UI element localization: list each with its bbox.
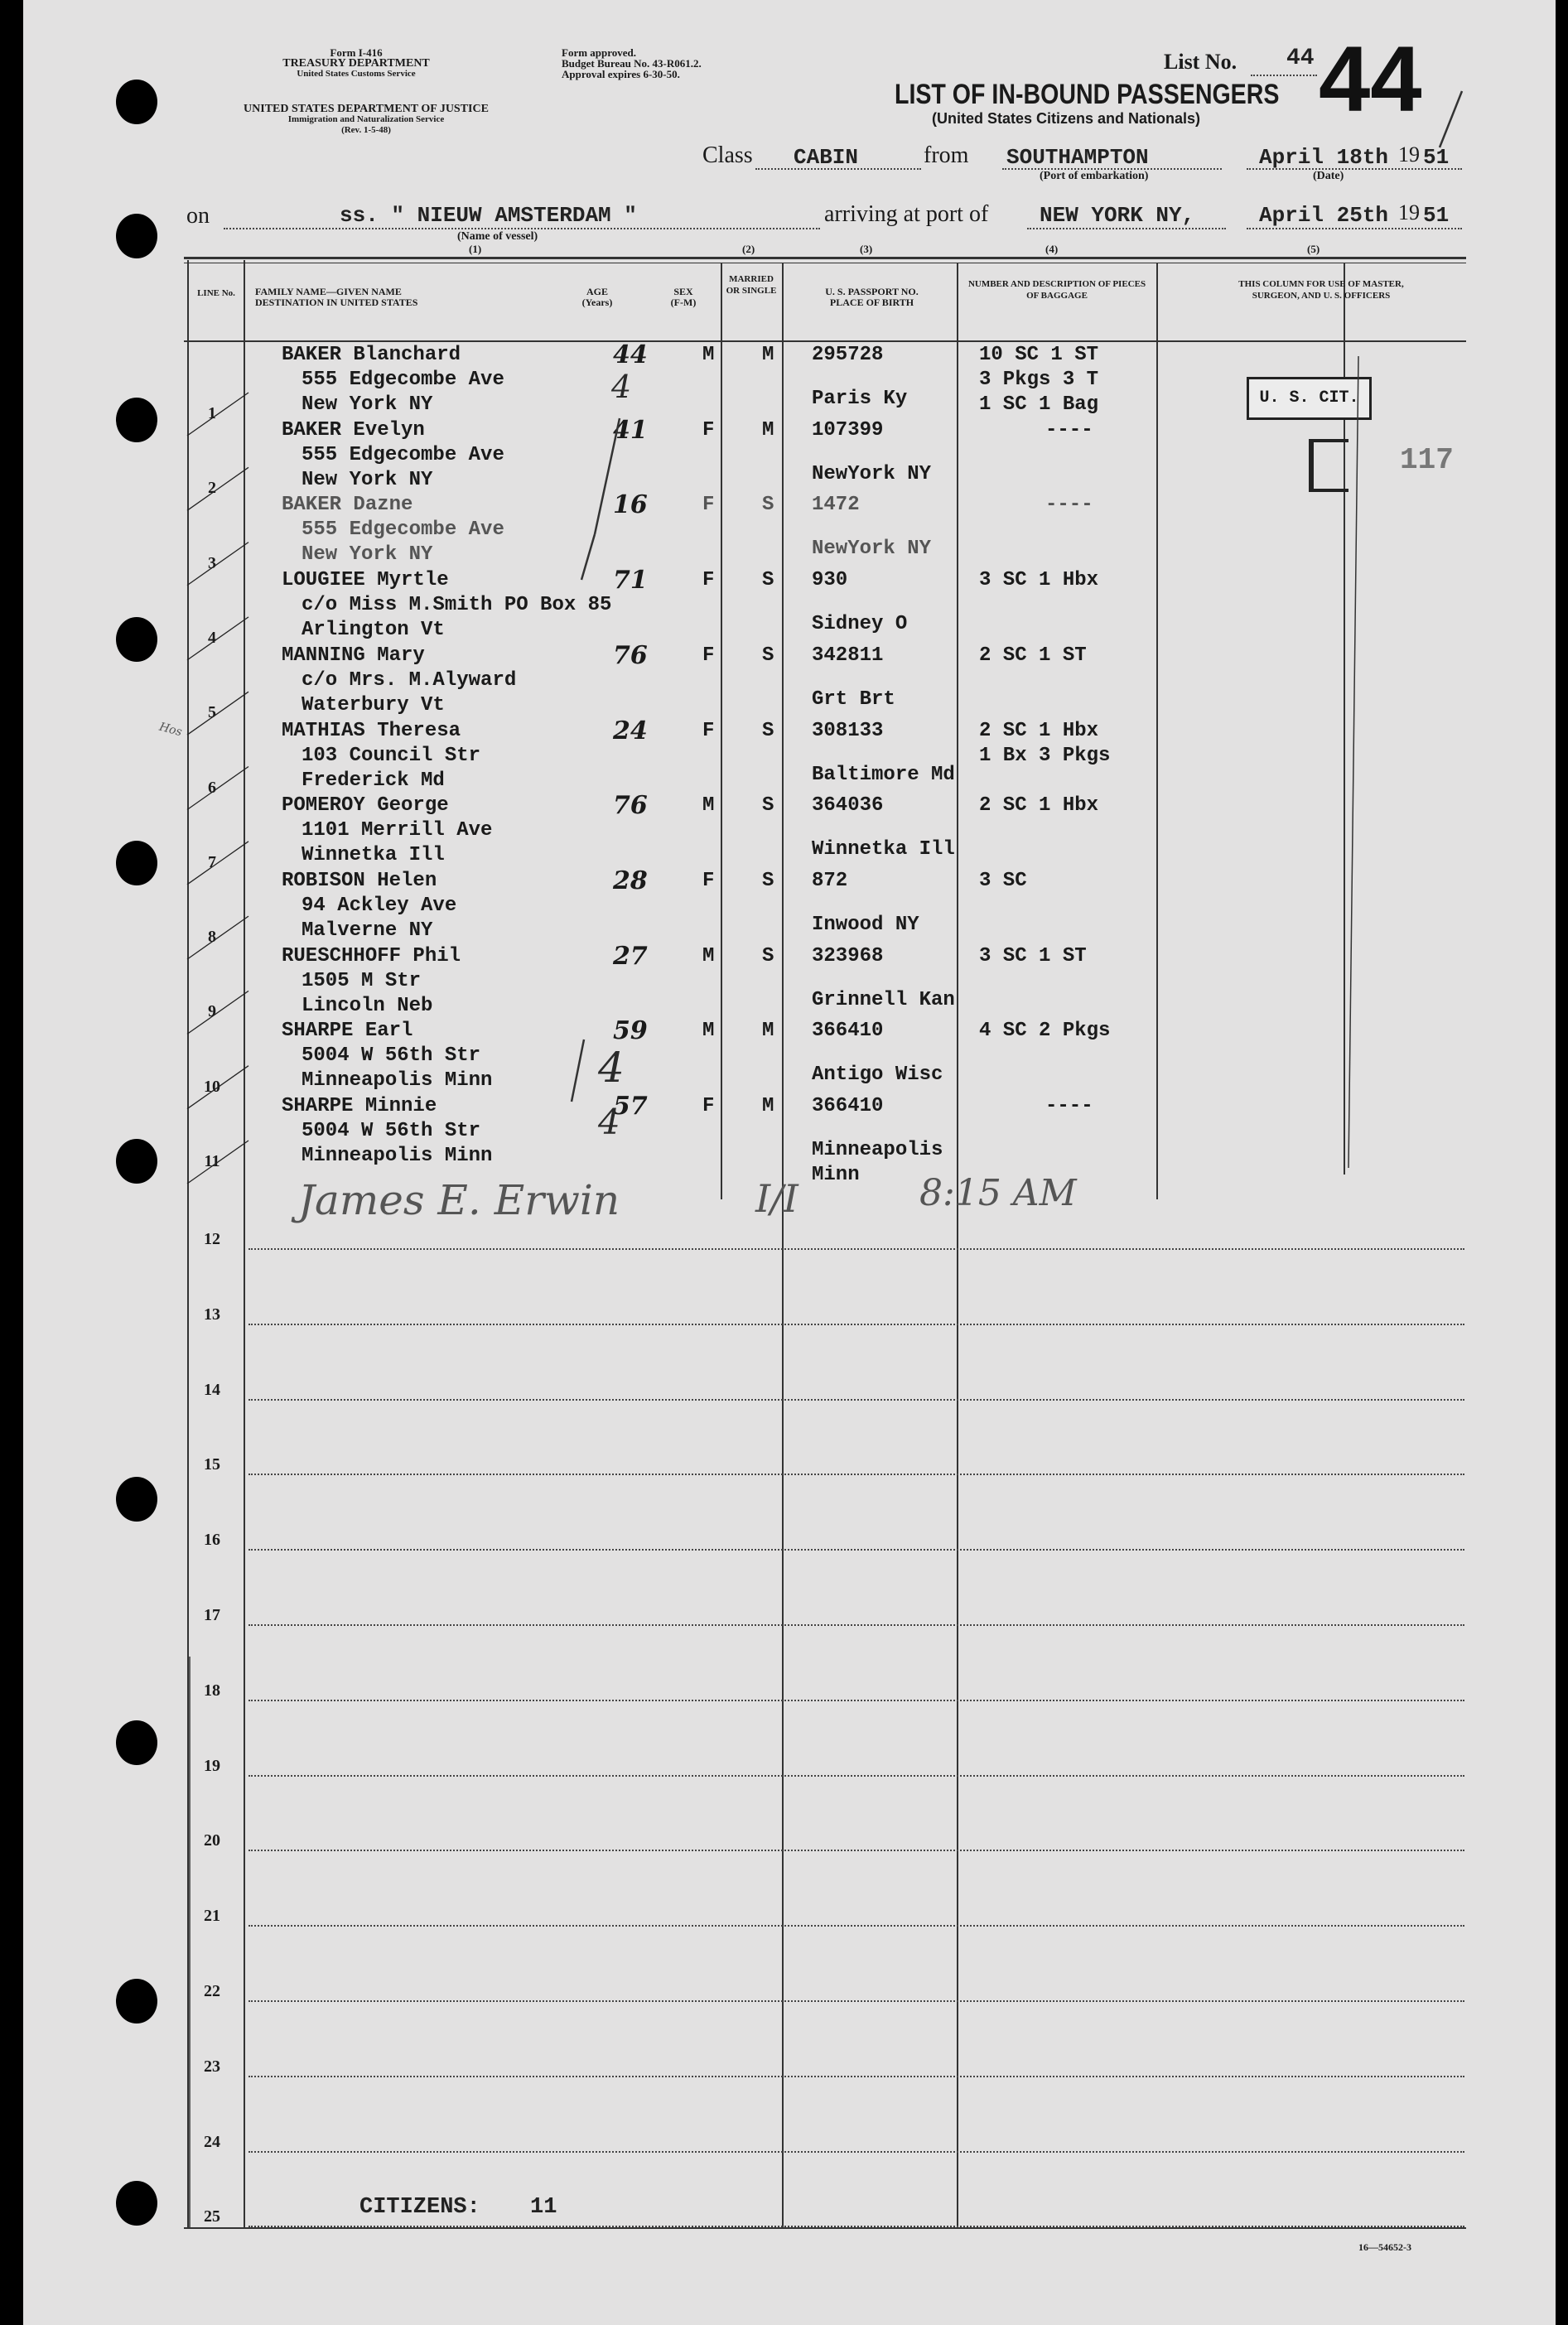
line-check-slash — [187, 767, 248, 810]
class-label: Class — [702, 142, 753, 168]
passenger-sex: F — [702, 869, 715, 892]
handwritten-4-c: 4 — [598, 1102, 620, 1142]
passenger-baggage: 4 SC 2 Pkgs — [979, 1020, 1111, 1043]
passenger-sex: F — [702, 1095, 715, 1117]
list-no-label: List No. — [1164, 50, 1238, 74]
column-number-3: (3) — [860, 243, 873, 255]
passenger-city: New York NY — [302, 393, 433, 416]
passenger-birthplace: NewYork NY — [812, 462, 932, 485]
line-number: 7 — [208, 852, 216, 871]
header-name-title: FAMILY NAME—GIVEN NAME — [255, 286, 402, 297]
print-code: 16—54652-3 — [1358, 2241, 1411, 2253]
line-check-slash — [187, 393, 248, 436]
passenger-baggage: 3 SC — [979, 869, 1027, 892]
passenger-birthplace: Sidney O — [812, 613, 908, 636]
header-passport-title: U. S. PASSPORT NO. — [825, 286, 919, 297]
handwritten-4-a: 4 — [611, 369, 632, 405]
arrival-date: April 25th — [1259, 203, 1389, 228]
header-name-sub: DESTINATION IN UNITED STATES — [255, 297, 418, 308]
passenger-sex: M — [702, 944, 715, 967]
passenger-name: ROBISON Helen — [282, 869, 437, 892]
passenger-baggage: ---- — [1045, 494, 1093, 517]
on-label: on — [186, 203, 210, 229]
passenger-address: 5004 W 56th Str — [302, 1044, 481, 1068]
passenger-city: Waterbury Vt — [302, 693, 445, 716]
ii-note: I/I — [755, 1176, 798, 1221]
class-value: CABIN — [794, 145, 859, 170]
passenger-address: 5004 W 56th Str — [302, 1120, 481, 1142]
passenger-sex: M — [702, 344, 715, 366]
line-check-slash — [187, 1141, 248, 1184]
line-check-slash — [187, 543, 248, 586]
officer-number: 117 — [1400, 443, 1454, 477]
passenger-baggage: 2 SC 1 Hbx — [979, 719, 1099, 742]
dept-sub: United States Customs Service — [297, 69, 416, 79]
passenger-passport: 366410 — [812, 1095, 884, 1117]
arrival-century: 19 — [1398, 200, 1420, 224]
header-baggage: NUMBER AND DESCRIPTION OF PIECES OF BAGGAGE — [967, 279, 1146, 301]
passenger-address: c/o Mrs. M.Alyward — [302, 668, 517, 692]
column-number-5: (5) — [1307, 243, 1320, 255]
form-number: Form I-416 — [330, 46, 383, 59]
citizens-count: 11 — [530, 2195, 557, 2220]
passenger-address: 103 Council Str — [302, 744, 481, 767]
line-number: 17 — [204, 1606, 220, 1624]
line-number: 24 — [204, 2132, 220, 2151]
line-slash-group — [187, 393, 248, 1184]
passenger-age: 27 — [613, 941, 648, 971]
column-number-1: (1) — [469, 243, 482, 255]
line-number: 5 — [208, 703, 216, 722]
handwritten-4-b: 4 — [598, 1044, 625, 1092]
departure-year: 51 — [1423, 145, 1450, 170]
passenger-passport: 342811 — [812, 644, 884, 667]
passenger-birthplace: Grinnell Kan — [812, 988, 955, 1011]
line-check-slash — [187, 692, 248, 735]
passenger-sex: M — [702, 794, 715, 818]
passenger-city: New York NY — [302, 543, 433, 567]
passenger-address: 555 Edgecombe Ave — [302, 369, 504, 391]
passenger-marital: S — [762, 869, 774, 892]
list-no-stamp: 44 — [1319, 27, 1422, 131]
time-note: 8:15 AM — [919, 1172, 1077, 1214]
budget-text: Budget Bureau No. 43-R061.2. — [562, 57, 702, 70]
pen-stroke-list — [1440, 91, 1462, 147]
line-number: 23 — [204, 2057, 220, 2076]
passenger-city: Minneapolis Minn — [302, 1145, 493, 1167]
passenger-name: RUESCHHOFF Phil — [282, 944, 461, 967]
passenger-marital: S — [762, 569, 774, 592]
departure-date: April 18th — [1259, 145, 1389, 170]
line-number: 3 — [208, 553, 216, 572]
passenger-address: c/o Miss M.Smith PO Box 85 — [302, 594, 612, 617]
form-title: LIST OF IN-BOUND PASSENGERS — [895, 79, 1280, 110]
justice-name: UNITED STATES DEPARTMENT OF JUSTICE — [244, 103, 489, 115]
line-check-slash — [187, 467, 248, 510]
passenger-age: 59 — [613, 1016, 648, 1046]
line-number: 10 — [204, 1077, 220, 1096]
line-number: 20 — [204, 1831, 220, 1850]
rev-date: (Rev. 1-5-48) — [341, 125, 391, 135]
passenger-city: Arlington Vt — [302, 619, 445, 642]
vessel-name: ss. " NIEUW AMSTERDAM " — [340, 203, 637, 228]
header-line-no: LINE No. — [197, 288, 235, 298]
ins-name: Immigration and Naturalization Service — [287, 114, 445, 124]
passenger-city: Lincoln Neb — [302, 994, 433, 1017]
line-number: 25 — [204, 2207, 220, 2226]
pen-stroke-officer-col — [1348, 356, 1358, 1168]
passenger-name: LOUGIEE Myrtle — [282, 569, 449, 592]
passenger-baggage: ---- — [1045, 418, 1093, 441]
from-caption: (Port of embarkation) — [1040, 170, 1149, 182]
passenger-name: BAKER Dazne — [282, 494, 413, 517]
passenger-address: 555 Edgecombe Ave — [302, 519, 504, 542]
passenger-baggage: 2 SC 1 ST — [979, 644, 1087, 667]
line-number: 21 — [204, 1907, 220, 1926]
passenger-name: MATHIAS Theresa — [282, 719, 461, 742]
passenger-birthplace: Baltimore Md — [812, 763, 955, 786]
passenger-city: Winnetka Ill — [302, 844, 445, 867]
citizens-label: CITIZENS: — [359, 2195, 480, 2220]
approved-text: Form approved. — [562, 46, 637, 59]
margin-note: Hos — [157, 720, 184, 740]
passenger-age: 57 — [613, 1092, 648, 1121]
line-number: 15 — [204, 1455, 220, 1474]
passenger-age: 16 — [613, 490, 648, 520]
line-check-slash — [187, 1066, 248, 1109]
passenger-address: 1101 Merrill Ave — [302, 819, 493, 842]
form-subtitle: (United States Citizens and Nationals) — [932, 110, 1201, 127]
passenger-city: New York NY — [302, 468, 433, 491]
passenger-age: 41 — [613, 415, 648, 445]
vessel-caption: (Name of vessel) — [457, 230, 538, 243]
inspector-signature: James E. Erwin — [298, 1176, 620, 1224]
passenger-name: SHARPE Earl — [282, 1020, 413, 1043]
arrival-year: 51 — [1423, 203, 1450, 228]
passenger-baggage: 2 SC 1 Hbx — [979, 794, 1099, 818]
passenger-marital: S — [762, 644, 774, 667]
line-number: 18 — [204, 1681, 220, 1700]
line-number: 13 — [204, 1305, 220, 1324]
passenger-baggage-2: 1 Bx 3 Pkgs — [979, 744, 1111, 767]
passenger-age: 76 — [613, 640, 648, 670]
expires-text: Approval expires 6-30-50. — [562, 68, 680, 80]
passenger-name: MANNING Mary — [282, 644, 425, 667]
passenger-address: 555 Edgecombe Ave — [302, 443, 504, 466]
passenger-marital: S — [762, 719, 774, 742]
list-no-typed: 44 — [1286, 46, 1315, 71]
line-number: 4 — [208, 628, 216, 647]
passenger-birthplace: NewYork NY — [812, 538, 932, 561]
line-number: 12 — [204, 1230, 220, 1248]
line-number: 6 — [208, 778, 216, 797]
header-passport-sub: PLACE OF BIRTH — [829, 297, 914, 308]
passenger-birthplace: Grt Brt — [812, 687, 895, 711]
passenger-birthplace: Paris Ky — [812, 388, 908, 410]
passenger-birthplace: Inwood NY — [812, 913, 919, 936]
line-check-slash — [187, 991, 248, 1034]
passenger-age: 71 — [613, 566, 648, 596]
passenger-marital: S — [762, 794, 774, 818]
passenger-marital: M — [762, 418, 774, 441]
from-value: SOUTHAMPTON — [1006, 145, 1149, 170]
dept-name: TREASURY DEPARTMENT — [282, 57, 430, 70]
pen-stroke-age-1 — [595, 418, 620, 534]
passenger-passport: 295728 — [812, 344, 884, 366]
passenger-sex: M — [702, 1020, 715, 1043]
passenger-passport: 323968 — [812, 944, 884, 967]
passenger-name: BAKER Evelyn — [282, 418, 425, 441]
line-check-slash — [187, 842, 248, 885]
line-number: 9 — [208, 1002, 216, 1021]
passenger-baggage: 3 SC 1 Hbx — [979, 569, 1099, 592]
passenger-marital: S — [762, 494, 774, 517]
line-number: 14 — [204, 1380, 220, 1399]
passenger-sex: F — [702, 418, 715, 441]
pen-stroke-age-3 — [572, 1039, 584, 1102]
line-number: 1 — [208, 404, 216, 422]
passenger-birthplace: Antigo Wisc — [812, 1064, 943, 1087]
line-number: 2 — [208, 479, 216, 498]
passenger-marital: M — [762, 1020, 774, 1043]
passenger-baggage: ---- — [1045, 1095, 1093, 1117]
passenger-birthplace: Minneapolis Minn — [812, 1139, 943, 1186]
passenger-passport: 107399 — [812, 418, 884, 441]
passenger-age: 76 — [613, 791, 648, 821]
passenger-marital: S — [762, 944, 774, 967]
from-label: from — [924, 142, 969, 168]
passenger-baggage-2: 3 Pkgs 3 T — [979, 369, 1099, 391]
passenger-city: Minneapolis Minn — [302, 1069, 493, 1093]
passenger-city: Malverne NY — [302, 919, 433, 942]
passenger-age: 24 — [613, 716, 648, 745]
passenger-city: Frederick Md — [302, 769, 445, 792]
line-check-slash — [187, 916, 248, 959]
passenger-sex: F — [702, 644, 715, 667]
line-number: 8 — [208, 928, 216, 947]
passenger-marital: M — [762, 1095, 774, 1117]
header-married: MARRIED OR SINGLE — [726, 274, 777, 296]
passenger-baggage: 10 SC 1 ST — [979, 344, 1099, 366]
passenger-sex: F — [702, 494, 715, 517]
passenger-passport: 364036 — [812, 794, 884, 818]
passenger-sex: F — [702, 569, 715, 592]
passenger-birthplace: Winnetka Ill — [812, 838, 955, 861]
arrival-port: NEW YORK NY, — [1040, 203, 1195, 228]
passenger-name: BAKER Blanchard — [282, 344, 461, 366]
arriving-label: arriving at port of — [824, 201, 989, 227]
passenger-address: 94 Ackley Ave — [302, 894, 457, 917]
line-number: 22 — [204, 1982, 220, 2000]
header-age-sub: (Years) — [581, 297, 613, 308]
column-number-4: (4) — [1045, 243, 1059, 255]
header-age-title: AGE — [586, 286, 608, 297]
passenger-address: 1505 M Str — [302, 969, 422, 992]
header-sex-title: SEX — [673, 286, 693, 297]
pen-stroke-age-2 — [581, 534, 595, 580]
header-sex-sub: (F-M) — [670, 297, 697, 308]
passenger-passport: 308133 — [812, 719, 884, 742]
passenger-passport: 930 — [812, 569, 848, 592]
us-cit-stamp: U. S. CIT. — [1247, 377, 1372, 420]
passenger-passport: 872 — [812, 869, 848, 892]
line-number: 16 — [204, 1531, 220, 1550]
passenger-age: 28 — [613, 866, 648, 895]
passenger-sex: F — [702, 719, 715, 742]
passenger-marital: M — [762, 344, 774, 366]
passenger-name: POMEROY George — [282, 794, 449, 818]
departure-century: 19 — [1398, 142, 1420, 166]
passenger-passport: 1472 — [812, 494, 860, 517]
line-number: 19 — [204, 1756, 220, 1775]
header-officers: THIS COLUMN FOR USE OF MASTER, SURGEON, AND U. S. OFFICERS — [1238, 279, 1404, 301]
passenger-age: 44 — [613, 340, 648, 369]
passenger-baggage: 3 SC 1 ST — [979, 944, 1087, 967]
column-number-2: (2) — [742, 243, 755, 255]
line-number: 11 — [204, 1152, 220, 1170]
passenger-passport: 366410 — [812, 1020, 884, 1043]
passenger-baggage-3: 1 SC 1 Bag — [979, 393, 1099, 416]
date-caption: (Date) — [1313, 170, 1344, 182]
passenger-name: SHARPE Minnie — [282, 1095, 437, 1117]
line-check-slash — [187, 617, 248, 660]
